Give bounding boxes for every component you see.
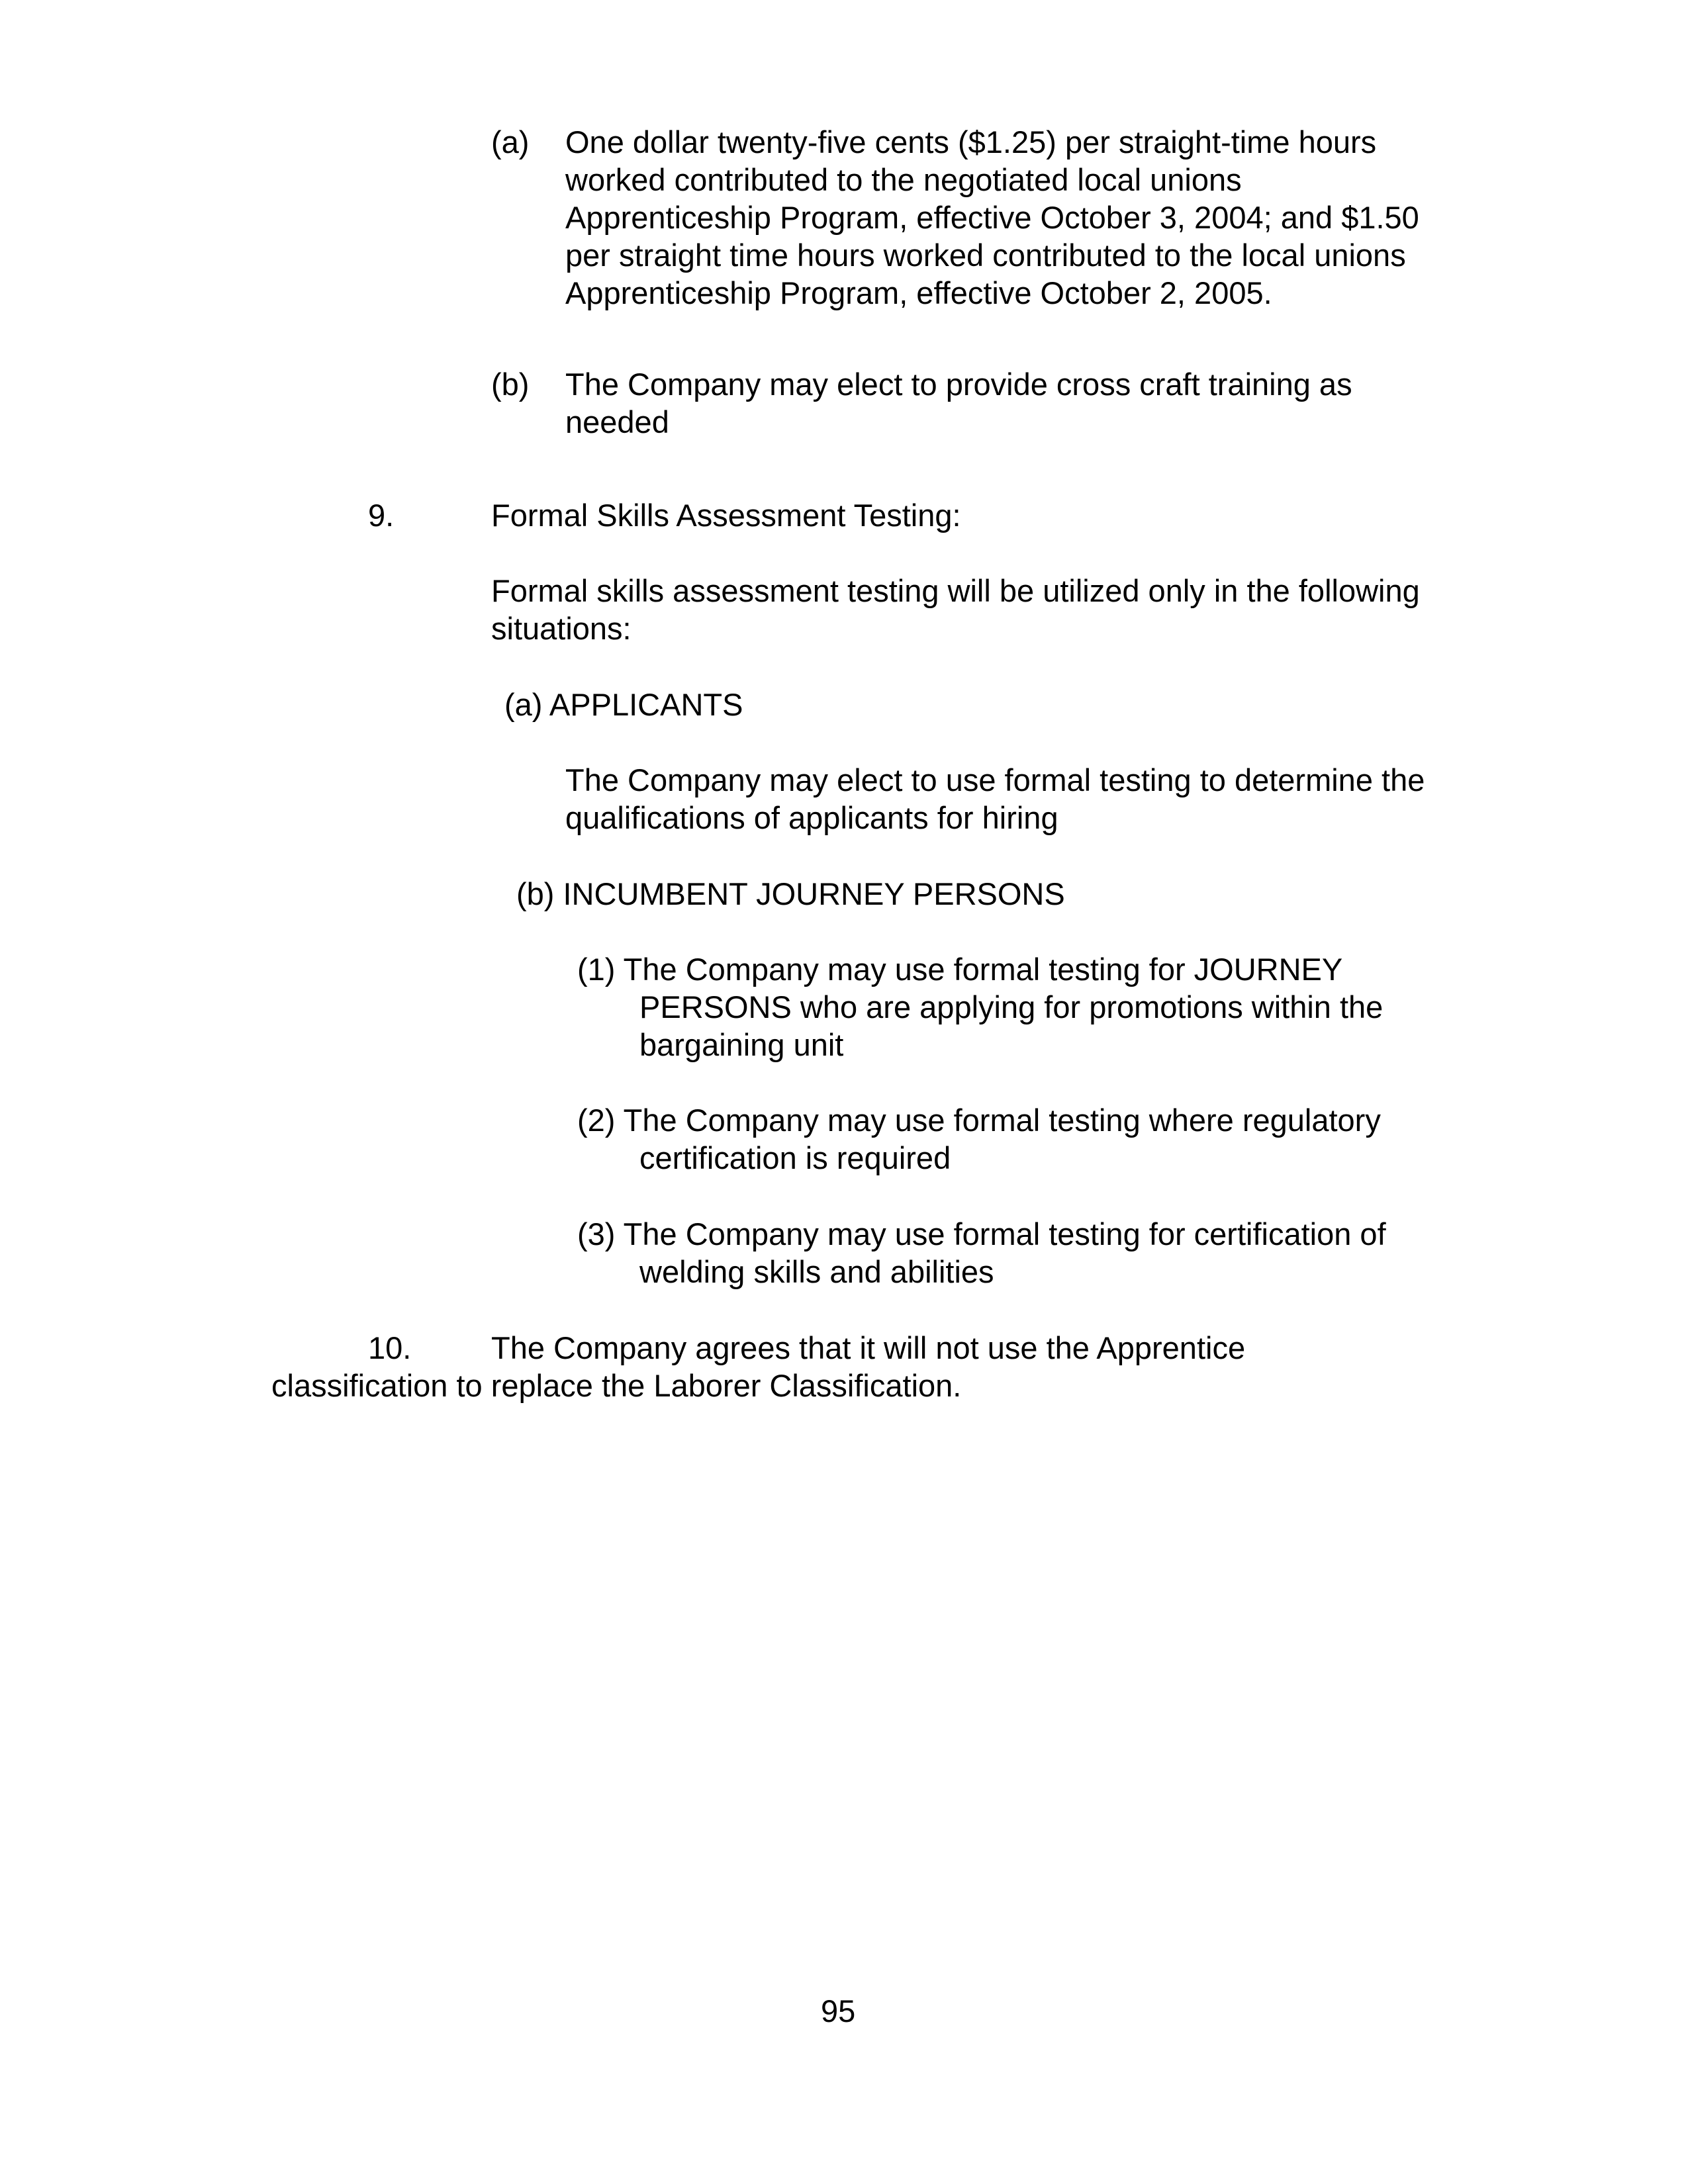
item8-a-text <box>565 123 1419 312</box>
item9-a-heading: (a) APPLICANTS <box>504 687 743 722</box>
item8-b-line: needed <box>565 404 669 439</box>
item8-b-line: The Company may elect to provide cross craft training as <box>565 367 1352 402</box>
subitem-first-line: (3) The Company may use formal testing for certification of <box>577 1216 1386 1251</box>
item9-intro <box>491 572 1420 647</box>
item8-a-line: One dollar twenty-five cents ($1.25) per straight-time hours <box>565 124 1377 159</box>
item10-first-line: The Company agrees that it will not use the Apprentice <box>491 1330 1246 1365</box>
item9-intro-line: situations: <box>491 611 632 646</box>
item9-b-subitem-1 <box>577 950 1383 1064</box>
item9-a-line: qualifications of applicants for hiring <box>565 800 1058 835</box>
item8-a-line: Apprenticeship Program, effective October 3, 2004; and $1.50 <box>565 200 1419 235</box>
item8-b-text <box>565 365 1352 441</box>
subitem-continuation-line: welding skills and abilities <box>639 1254 994 1289</box>
item9-a-line: The Company may elect to use formal testing to determine the <box>565 762 1425 797</box>
item9-number: 9. <box>368 498 395 533</box>
item8-a-line: worked contributed to the negotiated local unions <box>565 162 1242 197</box>
item9-b-heading: (b) INCUMBENT JOURNEY PERSONS <box>516 876 1065 911</box>
item10-number: 10. <box>368 1330 412 1365</box>
item8-a-line: Apprenticeship Program, effective October 2, 2005. <box>565 275 1272 310</box>
item8-a-marker: (a) <box>491 124 530 159</box>
item9-intro-line: Formal skills assessment testing will be utilized only in the following <box>491 573 1420 608</box>
subitem-continuation-line: certification is required <box>639 1140 951 1175</box>
item9-b-subitem-3 <box>577 1215 1386 1291</box>
item9-b-subitem-2 <box>577 1101 1381 1177</box>
subitem-continuation-line: bargaining unit <box>639 1027 844 1062</box>
item8-a-line: per straight time hours worked contributed to the local unions <box>565 238 1406 273</box>
item9-a-text <box>565 761 1425 837</box>
item8-b-marker: (b) <box>491 367 530 402</box>
subitem-first-line: (1) The Company may use formal testing for JOURNEY <box>577 952 1343 987</box>
item9-heading: Formal Skills Assessment Testing: <box>491 498 961 533</box>
page-number: 95 <box>821 1993 856 2028</box>
item10-second-line: classification to replace the Laborer Classification. <box>271 1368 962 1403</box>
subitem-continuation-line: PERSONS who are applying for promotions within the <box>639 989 1383 1024</box>
subitem-first-line: (2) The Company may use formal testing where regulatory <box>577 1103 1381 1138</box>
